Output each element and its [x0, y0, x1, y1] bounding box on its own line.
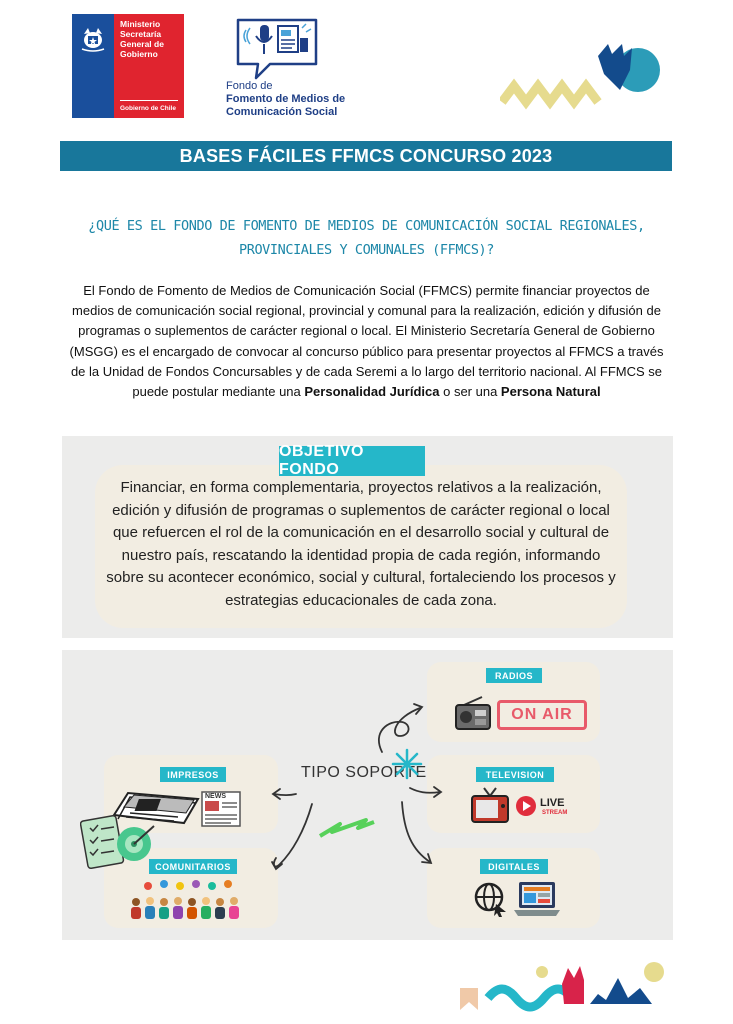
intro-text-join: o ser una	[439, 384, 501, 400]
gobierno-logo	[72, 14, 184, 118]
section-question: ¿QUÉ ES EL FONDO DE FOMENTO DE MEDIOS DE COMUNICACIÓN SOCIAL REGIONALES, PROVINCIALES Y COMUNALES (FFMCS)?	[88, 218, 645, 258]
chip-comunitarios: COMUNITARIOS	[149, 859, 237, 874]
chile-crest-icon	[78, 24, 108, 52]
news-label: NEWS	[205, 793, 226, 800]
gov-logo-line: Ministerio	[120, 19, 161, 29]
intro-bold-juridica: Personalidad Jurídica	[304, 384, 440, 400]
intro-paragraph	[64, 281, 669, 402]
television-icon	[470, 786, 510, 826]
gov-logo-line: Gobierno	[120, 49, 158, 59]
chip-television: TELEVISION	[476, 767, 554, 782]
speech-bubble-media-icon	[232, 16, 322, 82]
chip-radios: RADIOS	[486, 668, 542, 683]
chip-impresos: IMPRESOS	[160, 767, 226, 782]
intro-bold-natural: Persona Natural	[500, 384, 601, 400]
radio-icon	[454, 695, 492, 735]
gov-logo-line: General de	[120, 39, 164, 49]
live-stream-icon	[515, 795, 537, 817]
objective-tag: OBJETIVO FONDO	[279, 446, 425, 476]
arrow-to-digitales	[402, 802, 430, 862]
decorative-shapes-icon	[500, 40, 670, 110]
fund-logo-line3: Comunicación Social	[226, 106, 338, 118]
community-people-icon	[128, 880, 246, 920]
intro-text: El Fondo de Fomento de Medios de Comunicación Social (FFMCS) permite financiar proyectos de medios de comunicación social regional, provincial y comunal para la realización, edición y difusión de programas o suplementos de carácter regional o local. El Ministerio Secretaría General de Gobierno (MSGG) es el encargado de convocar al concurso público para presentar proyectos al FFMCS a través de la Unidad de Fondos Concursables y de cada Seremi a lo largo del territorio nacional. Al FFMCS se puede postular mediante una	[69, 283, 664, 400]
page-title: BASES FÁCILES FFMCS CONCURSO 2023	[60, 141, 672, 171]
gov-logo-footer: Gobierno de Chile	[120, 105, 176, 112]
ffmcs-logo	[226, 16, 346, 120]
live-label: LIVE	[540, 797, 565, 809]
on-air-sign: ON AIR	[497, 700, 587, 730]
arrow-to-radios	[379, 708, 420, 752]
chip-digitales: DIGITALES	[480, 859, 548, 874]
checklist-target-icon	[80, 812, 160, 874]
fund-logo-line1: Fondo de	[226, 80, 273, 92]
laptop-icon	[514, 880, 560, 918]
arrow-to-impresos	[274, 794, 296, 795]
arrow-to-comunitarios	[274, 804, 312, 866]
footer-decoration-icon	[458, 958, 678, 1014]
objective-text: Financiar, en forma complementaria, proyectos relativos a la realización, edición y difusión de programas o suplementos de carácter regional o local que refuercen el rol de la comunicación en el desarrollo social y cultural de nuestro país, rescatando la identidad propia de cada región, informando sobre su acontecer económico, social y cultural, fortaleciendo los procesos y estrategias educacionales de cada zona.	[106, 479, 616, 609]
gov-logo-line: Secretaría	[120, 29, 162, 39]
support-type-label: TIPO SOPORTE	[301, 764, 427, 781]
support-arrows	[270, 692, 450, 892]
globe-icon	[474, 882, 508, 918]
stream-label: STREAM	[542, 810, 568, 816]
fund-logo-line2: Fomento de Medios de	[226, 93, 346, 105]
zigzag-decoration	[320, 820, 374, 836]
